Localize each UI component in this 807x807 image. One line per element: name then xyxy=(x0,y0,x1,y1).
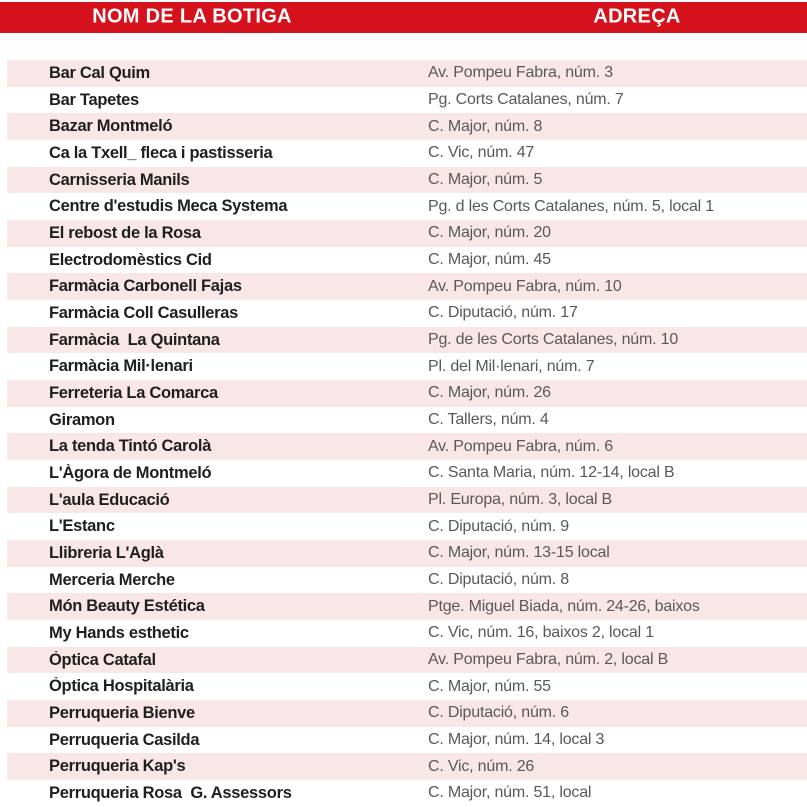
shop-address-cell: C. Santa Maria, núm. 12-14, local B xyxy=(428,464,675,482)
table-row xyxy=(7,647,807,674)
shop-name-cell: Farmàcia La Quintana xyxy=(49,330,220,349)
table-row xyxy=(7,700,807,727)
shop-address-cell: C. Major, núm. 8 xyxy=(428,117,543,135)
shop-address-cell: C. Diputació, núm. 6 xyxy=(428,704,569,722)
shop-name-cell: Òptica Catafal xyxy=(49,650,156,669)
shop-address-cell: Pg. Corts Catalanes, núm. 7 xyxy=(428,91,624,108)
shop-name-cell: Món Beauty Estética xyxy=(49,597,205,616)
table-row xyxy=(7,407,807,434)
shop-name-cell: Giramon xyxy=(49,410,115,429)
shop-address-cell: C. Vic, núm. 16, baixos 2, local 1 xyxy=(428,624,654,642)
table-row xyxy=(7,193,807,220)
shop-name-cell: Merceria Merche xyxy=(49,570,175,589)
shop-name-cell: Bazar Montmeló xyxy=(49,117,173,136)
shop-address-cell: C. Major, núm. 45 xyxy=(428,251,551,269)
shop-name-cell: Òptica Hospitalària xyxy=(49,677,194,696)
table-row xyxy=(7,433,807,460)
column-header-address: ADREÇA xyxy=(593,5,681,28)
shop-name-cell: Bar Tapetes xyxy=(49,90,139,109)
table-row xyxy=(7,620,807,647)
shop-address-cell: C. Diputació, núm. 9 xyxy=(428,517,569,535)
table-row xyxy=(7,673,807,700)
shop-name-cell: La tenda Tintó Carolà xyxy=(49,437,212,456)
shop-name-cell: Centre d'estudis Meca Systema xyxy=(49,197,288,216)
shop-name-cell: L'Àgora de Montmeló xyxy=(49,463,212,482)
shop-name-cell: Perruqueria Casilda xyxy=(49,730,200,749)
shop-address-cell: C. Vic, núm. 26 xyxy=(428,757,535,775)
table-row xyxy=(7,140,807,167)
shop-address-cell: C. Vic, núm. 47 xyxy=(428,144,535,162)
shop-address-cell: C. Tallers, núm. 4 xyxy=(428,411,549,429)
table-row xyxy=(7,167,807,194)
shop-name-cell: Ca la Txell_ fleca i pastisseria xyxy=(49,143,273,162)
table-row xyxy=(7,113,807,140)
table-row xyxy=(7,460,807,487)
shop-address-cell: Av. Pompeu Fabra, núm. 2, local B xyxy=(428,651,669,669)
table-row xyxy=(7,727,807,754)
table-row xyxy=(7,487,807,514)
table-row xyxy=(7,753,807,780)
shop-table-body xyxy=(0,60,807,807)
shop-name-cell: My Hands esthetic xyxy=(49,623,189,642)
shop-address-cell: Pl. Europa, núm. 3, local B xyxy=(428,491,613,509)
shop-address-cell: Av. Pompeu Fabra, núm. 6 xyxy=(428,437,613,455)
shop-name-cell: Electrodomèstics Cid xyxy=(49,250,212,269)
table-row xyxy=(7,567,807,594)
shop-address-cell: C. Major, núm. 51, local xyxy=(428,784,592,802)
shop-name-cell: Ferreteria La Comarca xyxy=(49,383,218,402)
table-row xyxy=(7,220,807,247)
shop-name-cell: Perruqueria Bienve xyxy=(49,703,195,722)
table-row xyxy=(7,247,807,274)
shop-address-cell: Ptge. Miguel Biada, núm. 24-26, baixos xyxy=(428,597,700,615)
table-row xyxy=(7,273,807,300)
shop-name-cell: Perruqueria Rosa G. Assessors xyxy=(49,783,292,802)
shop-address-cell: Pg. d les Corts Catalanes, núm. 5, local 1 xyxy=(428,197,714,215)
table-row xyxy=(7,60,807,87)
table-row xyxy=(7,513,807,540)
shop-name-cell: L'Estanc xyxy=(49,517,115,536)
shop-name-cell: Farmàcia Carbonell Fajas xyxy=(49,277,242,296)
shop-address-cell: Pg. de les Corts Catalanes, núm. 10 xyxy=(428,331,679,349)
shop-name-cell: Bar Cal Quim xyxy=(49,63,150,82)
shop-address-cell: C. Major, núm. 5 xyxy=(428,171,543,189)
shop-name-cell: Llibreria L'Aglà xyxy=(49,543,164,562)
shop-address-cell: Pl. del Mil·lenari, núm. 7 xyxy=(428,357,595,375)
shop-address-cell: Av. Pompeu Fabra, núm. 3 xyxy=(428,64,613,82)
shop-name-cell: Farmàcia Mil·lenari xyxy=(49,357,193,376)
shop-name-cell: Carnisseria Manils xyxy=(49,170,190,189)
table-row xyxy=(7,593,807,620)
shop-name-cell: L'aula Educació xyxy=(49,490,170,509)
table-header-bar xyxy=(0,2,807,33)
table-row xyxy=(7,780,807,807)
shop-name-cell: El rebost de la Rosa xyxy=(49,223,201,242)
shop-address-cell: C. Major, núm. 14, local 3 xyxy=(428,731,605,749)
column-header-shop-name: NOM DE LA BOTIGA xyxy=(92,5,292,28)
shop-address-cell: C. Major, núm. 20 xyxy=(428,224,551,242)
shop-address-cell: C. Major, núm. 26 xyxy=(428,384,551,402)
shop-address-cell: C. Major, núm. 13-15 local xyxy=(428,544,610,562)
table-row xyxy=(7,380,807,407)
shop-name-cell: Perruqueria Kap's xyxy=(49,757,186,776)
table-row xyxy=(7,87,807,114)
table-row xyxy=(7,300,807,327)
shop-name-cell: Farmàcia Coll Casulleras xyxy=(49,303,239,322)
table-row xyxy=(7,327,807,354)
shop-address-cell: C. Major, núm. 55 xyxy=(428,677,551,695)
shop-address-cell: C. Diputació, núm. 8 xyxy=(428,571,569,589)
shop-address-cell: Av. Pompeu Fabra, núm. 10 xyxy=(428,277,622,295)
table-row xyxy=(7,353,807,380)
shop-address-cell: C. Diputació, núm. 17 xyxy=(428,304,578,322)
table-row xyxy=(7,540,807,567)
